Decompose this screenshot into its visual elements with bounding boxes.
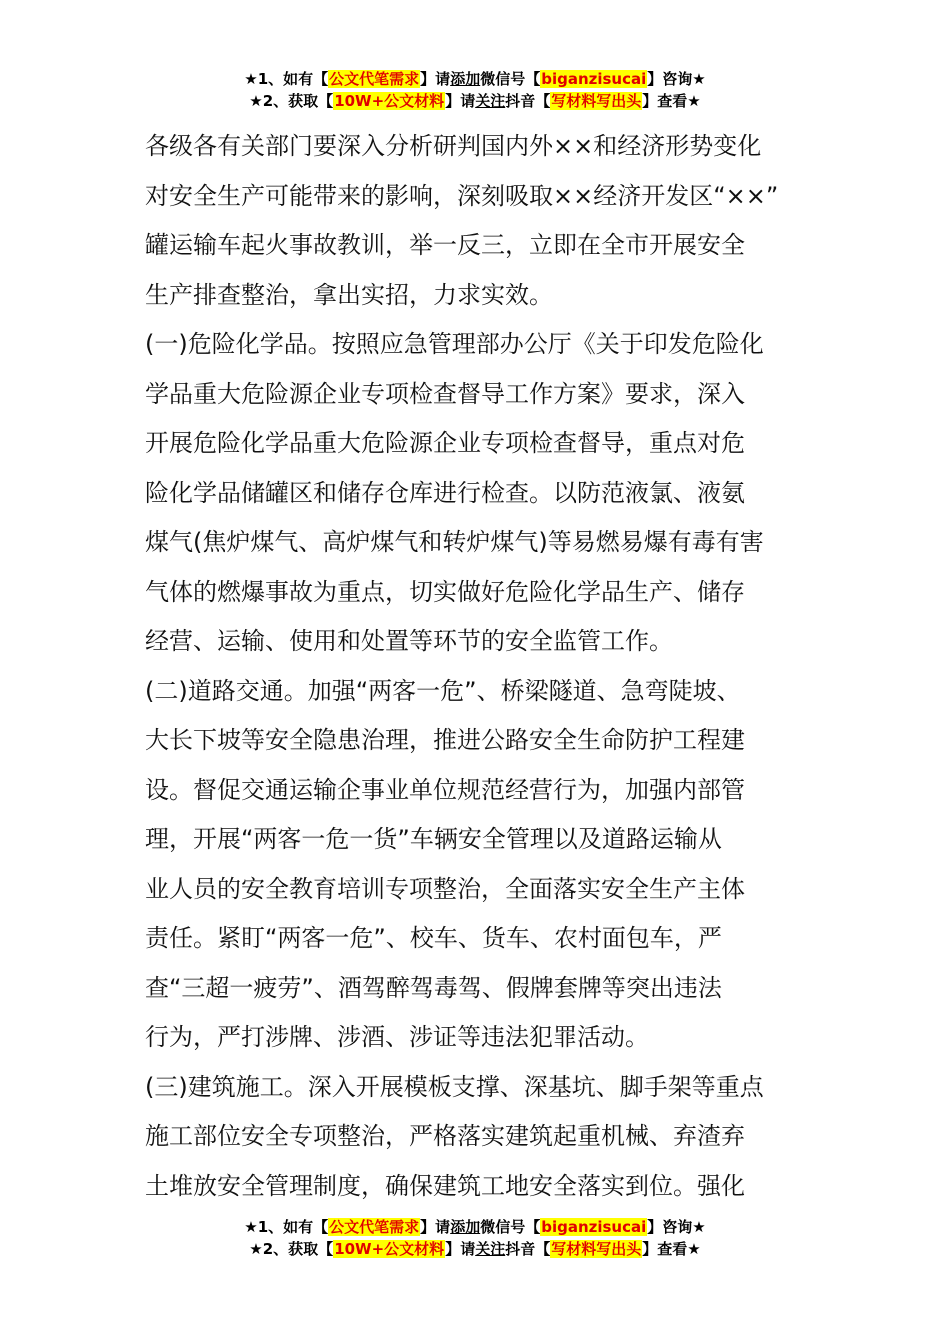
banner-text: ★1、如有【 (244, 1218, 329, 1236)
banner-text: 】查看★ (642, 92, 701, 110)
text-line: 各级各有关部门要深入分析研判国内外××和经济形势变化 (145, 132, 762, 160)
banner-text: 微信号【 (480, 70, 541, 88)
wechat-id-highlight: biganzisucai (541, 1218, 647, 1236)
banner-line-1 (0, 1216, 950, 1238)
text-line: 开展危险化学品重大危险源企业专项检查督导，重点对危 (145, 429, 745, 457)
text-line: 行为，严打涉牌、涉酒、涉证等违法犯罪活动。 (145, 1023, 649, 1051)
paragraph-construction (145, 1063, 810, 1212)
text-line: 查“三超一疲劳”、酒驾醉驾毒驾、假牌套牌等突出违法 (145, 973, 722, 1002)
banner-text: 】请 (420, 1218, 451, 1236)
banner-text: 】咨询★ (647, 1218, 706, 1236)
banner-line-1 (0, 68, 950, 90)
document-body (145, 122, 810, 1211)
douyin-id-highlight: 写材料写出头 (551, 1240, 642, 1258)
banner-text: 】请 (445, 92, 476, 110)
text-line: 气体的燃爆事故为重点，切实做好危险化学品生产、储存 (145, 577, 745, 606)
text-line: (二)道路交通。加强“两客一危”、桥梁隧道、急弯陡坡、 (145, 676, 741, 705)
text-line: 学品重大危险源企业专项检查督导工作方案》要求，深入 (145, 379, 745, 408)
footer-banner (0, 1216, 950, 1260)
banner-text: 】请 (420, 70, 451, 88)
highlight-text: 10W+公文材料 (334, 92, 445, 110)
underlined-text: 关注 (475, 1240, 506, 1258)
banner-text: ★1、如有【 (244, 70, 329, 88)
text-line: 理，开展“两客一危一货”车辆安全管理以及道路运输从 (145, 825, 722, 853)
text-line: 设。督促交通运输企事业单位规范经营行为，加强内部管 (145, 775, 745, 804)
text-line: (一)危险化学品。按照应急管理部办公厅《关于印发危险化 (145, 330, 764, 358)
text-line: 责任。紧盯“两客一危”、校车、货车、农村面包车，严 (145, 924, 722, 952)
underlined-text: 添加 (450, 70, 481, 88)
banner-text: 】查看★ (642, 1240, 701, 1258)
banner-text: ★2、获取【 (249, 92, 334, 110)
text-line: 险化学品储罐区和储存仓库进行检查。以防范液氯、液氨 (145, 478, 745, 507)
paragraph-hazardous-chemicals (145, 320, 810, 667)
banner-text: 微信号【 (480, 1218, 541, 1236)
douyin-id-highlight: 写材料写出头 (551, 92, 642, 110)
text-line: 业人员的安全教育培训专项整治，全面落实安全生产主体 (145, 874, 745, 903)
paragraph-intro (145, 122, 810, 320)
text-line: 大长下坡等安全隐患治理，推进公路安全生命防护工程建 (145, 726, 745, 754)
text-line: (三)建筑施工。深入开展模板支撑、深基坑、脚手架等重点 (145, 1072, 764, 1101)
banner-line-2 (0, 1238, 950, 1260)
text-line: 经营、运输、使用和处置等环节的安全监管工作。 (145, 627, 673, 655)
text-line: 对安全生产可能带来的影响，深刻吸取××经济开发区“××” (145, 181, 779, 210)
highlight-text: 10W+公文材料 (334, 1240, 445, 1258)
banner-text: 】咨询★ (647, 70, 706, 88)
underlined-text: 添加 (450, 1218, 481, 1236)
highlight-text: 公文代笔需求 (329, 1218, 420, 1236)
banner-text: 】请 (445, 1240, 476, 1258)
banner-text: 抖音【 (505, 1240, 551, 1258)
paragraph-road-traffic (145, 667, 810, 1063)
wechat-id-highlight: biganzisucai (541, 70, 647, 88)
highlight-text: 公文代笔需求 (329, 70, 420, 88)
underlined-text: 关注 (475, 92, 506, 110)
banner-line-2 (0, 90, 950, 112)
text-line: 生产排查整治，拿出实招，力求实效。 (145, 280, 553, 309)
header-banner (0, 68, 950, 112)
banner-text: ★2、获取【 (249, 1240, 334, 1258)
text-line: 施工部位安全专项整治，严格落实建筑起重机械、弃渣弃 (145, 1122, 745, 1150)
banner-text: 抖音【 (505, 92, 551, 110)
text-line: 土堆放安全管理制度，确保建筑工地安全落实到位。强化 (145, 1171, 745, 1200)
text-line: 罐运输车起火事故教训，举一反三，立即在全市开展安全 (145, 231, 745, 259)
text-line: 煤气(焦炉煤气、高炉煤气和转炉煤气)等易燃易爆有毒有害 (145, 528, 764, 556)
